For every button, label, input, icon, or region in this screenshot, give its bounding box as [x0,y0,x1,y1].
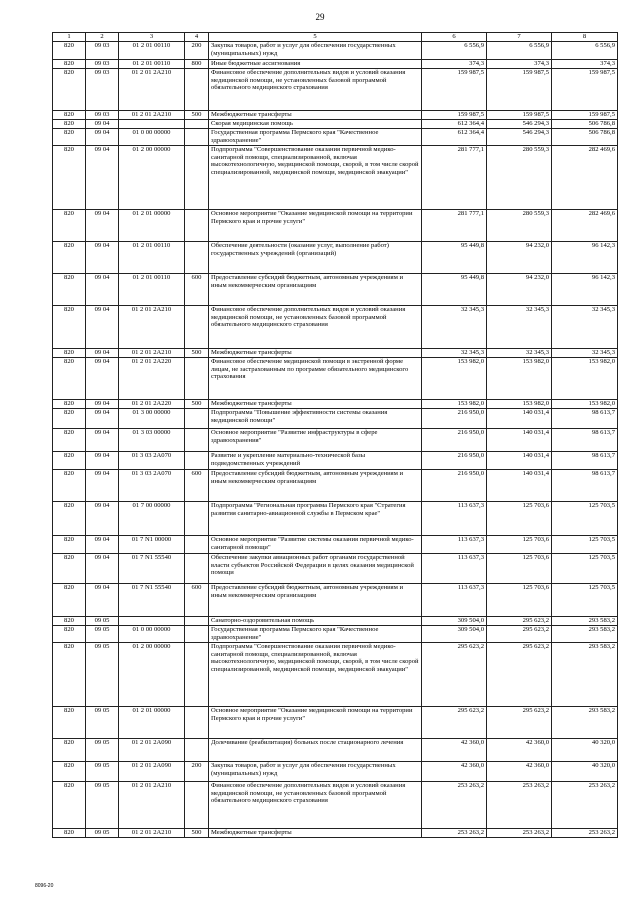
cell-amount-year-2: 94 232,0 [487,242,552,274]
cell-amount-year-3: 96 142,3 [552,274,618,306]
table-row [53,60,618,69]
cell-amount-year-1: 113 637,3 [422,554,487,584]
cell-section: 09 04 [86,536,119,554]
table-row [53,242,618,274]
cell-amount-year-1: 95 449,8 [422,242,487,274]
cell-amount-year-2: 295 623,2 [487,617,552,626]
cell-ministry: 820 [53,739,86,762]
cell-section: 09 05 [86,829,119,838]
header-cell: 2 [86,33,119,42]
cell-amount-year-2: 140 031,4 [487,429,552,452]
cell-target-article: 01 2 00 00000 [119,643,185,707]
cell-ministry: 820 [53,306,86,349]
cell-expense-type: 500 [185,111,209,120]
table-row [53,274,618,306]
cell-amount-year-2: 374,3 [487,60,552,69]
cell-section: 09 03 [86,69,119,111]
cell-section: 09 04 [86,274,119,306]
cell-target-article: 01 2 01 2А090 [119,762,185,782]
cell-amount-year-1: 253 263,2 [422,829,487,838]
cell-section: 09 04 [86,554,119,584]
header-cell: 7 [487,33,552,42]
cell-expense-type [185,782,209,829]
cell-target-article: 01 3 03 2А070 [119,452,185,470]
cell-section: 09 04 [86,584,119,617]
cell-amount-year-2: 94 232,0 [487,274,552,306]
cell-target-article: 01 2 01 2А220 [119,400,185,409]
cell-target-article: 01 0 00 00000 [119,626,185,643]
cell-section: 09 04 [86,502,119,536]
header-cell: 3 [119,33,185,42]
cell-target-article: 01 2 01 00000 [119,707,185,739]
cell-amount-year-3: 32 345,3 [552,306,618,349]
cell-description: Подпрограмма "Совершенствование оказания первичной медико-санитарной помощи, специализированной, включая высокотехнологичную, медицинской помощи, скорой, в том числе скорой специализированной, медицинской помощи, медицинской эвакуации" [209,146,422,210]
cell-amount-year-1: 374,3 [422,60,487,69]
cell-amount-year-3: 98 613,7 [552,470,618,502]
cell-amount-year-2: 153 982,0 [487,358,552,400]
cell-amount-year-2: 32 345,3 [487,349,552,358]
cell-expense-type [185,120,209,129]
cell-amount-year-3: 125 703,5 [552,502,618,536]
cell-expense-type: 500 [185,829,209,838]
cell-description: Предоставление субсидий бюджетным, автономным учреждениям и иным некоммерческим организациям [209,584,422,617]
cell-section: 09 04 [86,358,119,400]
table-row [53,762,618,782]
cell-expense-type [185,617,209,626]
cell-target-article: 01 0 00 00000 [119,129,185,146]
cell-ministry: 820 [53,69,86,111]
cell-description: Финансовое обеспечение медицинской помощи в экстренной форме лицам, не застрахованным по программе обязательного медицинского страхования [209,358,422,400]
cell-ministry: 820 [53,782,86,829]
cell-expense-type [185,242,209,274]
cell-amount-year-3: 374,3 [552,60,618,69]
cell-section: 09 04 [86,306,119,349]
cell-amount-year-3: 98 613,7 [552,452,618,470]
cell-target-article: 01 7 N1 55540 [119,584,185,617]
cell-amount-year-2: 125 703,6 [487,502,552,536]
cell-section: 09 03 [86,60,119,69]
cell-description: Межбюджетные трансферты [209,829,422,838]
budget-table [52,32,618,838]
cell-ministry: 820 [53,470,86,502]
cell-description: Основное мероприятие "Развитие инфраструктуры в сфере здравоохранения" [209,429,422,452]
cell-amount-year-1: 159 987,5 [422,111,487,120]
cell-target-article: 01 7 N1 00000 [119,536,185,554]
cell-ministry: 820 [53,120,86,129]
cell-target-article: 01 3 03 2А070 [119,470,185,502]
cell-description: Скорая медицинская помощь [209,120,422,129]
cell-section: 09 05 [86,643,119,707]
cell-section: 09 05 [86,626,119,643]
table-row [53,470,618,502]
cell-amount-year-2: 140 031,4 [487,470,552,502]
cell-ministry: 820 [53,349,86,358]
table-row [53,617,618,626]
cell-amount-year-3: 125 703,5 [552,554,618,584]
cell-amount-year-2: 32 345,3 [487,306,552,349]
cell-target-article: 01 2 01 00110 [119,242,185,274]
cell-expense-type [185,536,209,554]
cell-expense-type [185,129,209,146]
cell-amount-year-1: 295 623,2 [422,707,487,739]
cell-amount-year-3: 6 556,9 [552,42,618,60]
cell-amount-year-3: 282 469,6 [552,210,618,242]
cell-expense-type [185,210,209,242]
cell-ministry: 820 [53,829,86,838]
cell-description: Основное мероприятие "Оказание медицинской помощи на территории Пермского края и прочие услуги" [209,707,422,739]
cell-target-article: 01 2 01 2А210 [119,111,185,120]
cell-amount-year-3: 506 786,8 [552,129,618,146]
cell-target-article: 01 2 01 00000 [119,210,185,242]
cell-expense-type: 800 [185,60,209,69]
cell-expense-type [185,452,209,470]
cell-ministry: 820 [53,242,86,274]
cell-amount-year-2: 125 703,6 [487,554,552,584]
table-row [53,584,618,617]
footer-code: 8096-20 [35,883,54,889]
cell-amount-year-2: 125 703,6 [487,536,552,554]
table-row [53,42,618,60]
cell-ministry: 820 [53,429,86,452]
cell-ministry: 820 [53,60,86,69]
cell-expense-type [185,739,209,762]
cell-amount-year-2: 140 031,4 [487,409,552,429]
cell-amount-year-1: 32 345,3 [422,306,487,349]
cell-description: Подпрограмма "Повышение эффективности системы оказания медицинской помощи" [209,409,422,429]
table-row [53,120,618,129]
cell-amount-year-3: 96 142,3 [552,242,618,274]
cell-amount-year-1: 32 345,3 [422,349,487,358]
cell-section: 09 04 [86,242,119,274]
cell-target-article: 01 7 N1 55540 [119,554,185,584]
cell-target-article: 01 2 01 2А210 [119,306,185,349]
cell-ministry: 820 [53,643,86,707]
cell-ministry: 820 [53,502,86,536]
table-row [53,829,618,838]
cell-amount-year-2: 546 294,3 [487,120,552,129]
cell-description: Межбюджетные трансферты [209,400,422,409]
table-row [53,409,618,429]
cell-target-article: 01 2 01 2А090 [119,739,185,762]
cell-expense-type: 500 [185,349,209,358]
cell-ministry: 820 [53,626,86,643]
cell-expense-type [185,409,209,429]
cell-amount-year-1: 281 777,1 [422,210,487,242]
cell-expense-type [185,69,209,111]
cell-expense-type: 600 [185,584,209,617]
cell-section: 09 05 [86,782,119,829]
cell-amount-year-2: 280 559,3 [487,210,552,242]
cell-amount-year-3: 125 703,5 [552,536,618,554]
cell-amount-year-1: 309 504,0 [422,617,487,626]
cell-description: Подпрограмма "Региональная программа Пермского края "Стратегия развития санитарно-авиационной службы в Пермском крае" [209,502,422,536]
cell-ministry: 820 [53,536,86,554]
table-row [53,502,618,536]
cell-expense-type: 600 [185,470,209,502]
cell-target-article: 01 2 01 2А210 [119,69,185,111]
cell-amount-year-2: 153 982,0 [487,400,552,409]
cell-expense-type [185,707,209,739]
cell-description: Государственная программа Пермского края "Качественное здравоохранение" [209,129,422,146]
cell-amount-year-1: 612 364,4 [422,120,487,129]
cell-section: 09 04 [86,470,119,502]
cell-target-article: 01 2 01 2А220 [119,358,185,400]
cell-amount-year-2: 253 263,2 [487,782,552,829]
cell-ministry: 820 [53,274,86,306]
cell-expense-type [185,306,209,349]
cell-description: Финансовое обеспечение дополнительных видов и условий оказания медицинской помощи, не установленных базовой программой обязательного медицинского страхования [209,306,422,349]
table-row [53,782,618,829]
cell-target-article: 01 2 01 00110 [119,42,185,60]
cell-description: Закупка товаров, работ и услуг для обеспечения государственных (муниципальных) нужд [209,42,422,60]
cell-expense-type [185,358,209,400]
cell-ministry: 820 [53,111,86,120]
cell-section: 09 04 [86,349,119,358]
cell-section: 09 04 [86,146,119,210]
cell-amount-year-3: 159 987,5 [552,111,618,120]
cell-amount-year-1: 281 777,1 [422,146,487,210]
cell-amount-year-3: 506 786,8 [552,120,618,129]
header-row [53,33,618,42]
cell-expense-type [185,146,209,210]
table-row [53,707,618,739]
table-row [53,111,618,120]
table-row [53,146,618,210]
table-row [53,69,618,111]
cell-target-article: 01 2 01 00110 [119,60,185,69]
cell-amount-year-3: 293 583,2 [552,707,618,739]
cell-target-article [119,617,185,626]
cell-amount-year-2: 42 360,0 [487,762,552,782]
header-cell: 6 [422,33,487,42]
cell-amount-year-2: 159 987,5 [487,111,552,120]
cell-section: 09 03 [86,111,119,120]
cell-ministry: 820 [53,762,86,782]
cell-expense-type [185,626,209,643]
cell-section: 09 05 [86,762,119,782]
cell-description: Закупка товаров, работ и услуг для обеспечения государственных (муниципальных) нужд [209,762,422,782]
table-row [53,210,618,242]
cell-expense-type [185,554,209,584]
cell-description: Подпрограмма "Совершенствование оказания первичной медико-санитарной помощи, специализированной, включая высокотехнологичную, медицинской помощи, скорой, в том числе скорой специализированной, медицинской помощи, медицинской эвакуации" [209,643,422,707]
cell-ministry: 820 [53,400,86,409]
cell-amount-year-2: 280 559,3 [487,146,552,210]
cell-description: Государственная программа Пермского края "Качественное здравоохранение" [209,626,422,643]
table-row [53,306,618,349]
cell-description: Финансовое обеспечение дополнительных видов и условий оказания медицинской помощи, не установленных базовой программой обязательного медицинского страхования [209,69,422,111]
cell-description: Предоставление субсидий бюджетным, автономным учреждениям и иным некоммерческим организациям [209,470,422,502]
cell-expense-type: 600 [185,274,209,306]
table-row [53,739,618,762]
cell-amount-year-2: 159 987,5 [487,69,552,111]
cell-description: Межбюджетные трансферты [209,111,422,120]
cell-amount-year-1: 113 637,3 [422,502,487,536]
cell-amount-year-1: 113 637,3 [422,536,487,554]
cell-amount-year-2: 295 623,2 [487,626,552,643]
cell-section: 09 05 [86,707,119,739]
cell-description: Долечивание (реабилитация) больных после стационарного лечения [209,739,422,762]
cell-section: 09 05 [86,617,119,626]
cell-amount-year-1: 113 637,3 [422,584,487,617]
cell-ministry: 820 [53,146,86,210]
cell-amount-year-3: 253 263,2 [552,782,618,829]
cell-amount-year-1: 309 504,0 [422,626,487,643]
table-row [53,643,618,707]
cell-amount-year-1: 216 950,0 [422,452,487,470]
cell-amount-year-3: 293 583,2 [552,626,618,643]
cell-amount-year-2: 295 623,2 [487,707,552,739]
cell-ministry: 820 [53,617,86,626]
cell-section: 09 04 [86,409,119,429]
cell-description: Основное мероприятие "Оказание медицинской помощи на территории Пермского края и прочие услуги" [209,210,422,242]
cell-section: 09 04 [86,400,119,409]
cell-amount-year-2: 125 703,6 [487,584,552,617]
cell-amount-year-3: 40 320,0 [552,762,618,782]
cell-description: Основное мероприятие "Развитие системы оказания первичной медико-санитарной помощи" [209,536,422,554]
cell-ministry: 820 [53,584,86,617]
cell-expense-type [185,643,209,707]
cell-amount-year-1: 253 263,2 [422,782,487,829]
cell-amount-year-3: 153 982,0 [552,358,618,400]
cell-ministry: 820 [53,358,86,400]
cell-target-article: 01 2 00 00000 [119,146,185,210]
cell-description: Предоставление субсидий бюджетным, автономным учреждениям и иным некоммерческим организациям [209,274,422,306]
cell-amount-year-2: 253 263,2 [487,829,552,838]
cell-amount-year-1: 42 360,0 [422,739,487,762]
cell-section: 09 04 [86,120,119,129]
cell-amount-year-2: 6 556,9 [487,42,552,60]
cell-target-article: 01 7 00 00000 [119,502,185,536]
cell-amount-year-1: 95 449,8 [422,274,487,306]
table-row [53,429,618,452]
cell-amount-year-1: 612 364,4 [422,129,487,146]
cell-description: Обеспечение закупки авиационных работ органами государственной власти субъектов Российской Федерации в целях оказания медицинской помощи [209,554,422,584]
header-cell: 1 [53,33,86,42]
header-cell: 4 [185,33,209,42]
table-row [53,626,618,643]
cell-amount-year-3: 282 469,6 [552,146,618,210]
cell-amount-year-2: 42 360,0 [487,739,552,762]
cell-ministry: 820 [53,554,86,584]
table-row [53,536,618,554]
cell-amount-year-3: 293 583,2 [552,643,618,707]
cell-amount-year-3: 40 320,0 [552,739,618,762]
cell-description: Межбюджетные трансферты [209,349,422,358]
cell-ministry: 820 [53,210,86,242]
cell-section: 09 05 [86,739,119,762]
cell-amount-year-3: 98 613,7 [552,429,618,452]
table-row [53,349,618,358]
page-number: 29 [315,12,325,22]
cell-target-article: 01 3 03 00000 [119,429,185,452]
cell-section: 09 04 [86,429,119,452]
cell-description: Обеспечение деятельности (оказание услуг, выполнение работ) государственных учреждений (организаций) [209,242,422,274]
cell-amount-year-1: 216 950,0 [422,470,487,502]
cell-target-article: 01 2 01 00110 [119,274,185,306]
cell-ministry: 820 [53,409,86,429]
cell-amount-year-1: 153 982,0 [422,358,487,400]
cell-amount-year-3: 159 987,5 [552,69,618,111]
cell-target-article: 01 2 01 2А210 [119,782,185,829]
cell-ministry: 820 [53,129,86,146]
cell-amount-year-3: 98 613,7 [552,409,618,429]
table-row [53,129,618,146]
cell-expense-type: 200 [185,762,209,782]
cell-amount-year-1: 216 950,0 [422,429,487,452]
cell-expense-type [185,429,209,452]
cell-description: Развитие и укрепление материально-технической базы подведомственных учреждений [209,452,422,470]
cell-amount-year-2: 295 623,2 [487,643,552,707]
table-row [53,400,618,409]
cell-description: Финансовое обеспечение дополнительных видов и условий оказания медицинской помощи, не установленных базовой программой обязательного медицинского страхования [209,782,422,829]
cell-amount-year-2: 140 031,4 [487,452,552,470]
cell-description: Санаторно-оздоровительная помощь [209,617,422,626]
cell-expense-type [185,502,209,536]
cell-section: 09 04 [86,210,119,242]
cell-amount-year-3: 253 263,2 [552,829,618,838]
header-cell: 8 [552,33,618,42]
cell-ministry: 820 [53,707,86,739]
cell-amount-year-1: 42 360,0 [422,762,487,782]
cell-target-article: 01 3 00 00000 [119,409,185,429]
table-row [53,452,618,470]
cell-amount-year-3: 32 345,3 [552,349,618,358]
cell-expense-type: 500 [185,400,209,409]
cell-expense-type: 200 [185,42,209,60]
cell-target-article [119,120,185,129]
cell-amount-year-1: 153 982,0 [422,400,487,409]
cell-section: 09 03 [86,42,119,60]
cell-amount-year-2: 546 294,3 [487,129,552,146]
table-row [53,554,618,584]
cell-amount-year-3: 125 703,5 [552,584,618,617]
cell-amount-year-3: 293 583,2 [552,617,618,626]
cell-target-article: 01 2 01 2А210 [119,349,185,358]
cell-ministry: 820 [53,452,86,470]
cell-description: Иные бюджетные ассигнования [209,60,422,69]
cell-amount-year-1: 6 556,9 [422,42,487,60]
cell-target-article: 01 2 01 2А210 [119,829,185,838]
cell-amount-year-1: 295 623,2 [422,643,487,707]
cell-amount-year-1: 216 950,0 [422,409,487,429]
cell-amount-year-3: 153 982,0 [552,400,618,409]
cell-amount-year-1: 159 987,5 [422,69,487,111]
cell-section: 09 04 [86,129,119,146]
cell-section: 09 04 [86,452,119,470]
table-row [53,358,618,400]
header-cell: 5 [209,33,422,42]
cell-ministry: 820 [53,42,86,60]
